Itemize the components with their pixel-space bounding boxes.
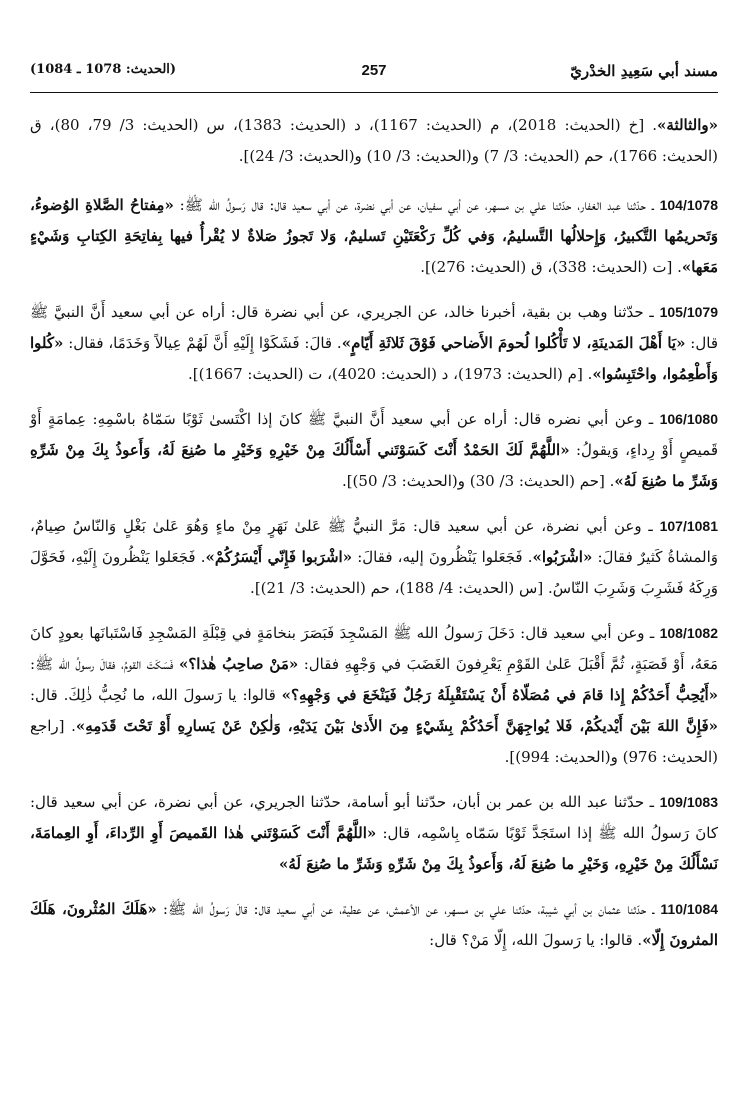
page-header	[30, 62, 718, 93]
prophetic-quote: «اشْرَبُوا»	[532, 548, 593, 566]
text-run: قالوا: يا رَسولَ الله، ما نُحِبُّ ذٰلِكَ. قال:	[30, 686, 282, 704]
prophetic-quote: «هَلَكَ المُثْرونَ، هَلَكَ المثرونَ إِلّا»	[30, 900, 718, 949]
text-run: ـ حدّثنا عبد الغفار، حدّثنا علي بن مسهر، عن أبي سفيان، عن أبي نضرة، عن أبي سعيد قال: قال رَسولُ الله ﷺ:	[173, 196, 660, 214]
prophetic-quote: «اشْرَبوا فَإِنّي أَيْسَرُكُمْ»	[205, 548, 353, 566]
hadith-1082	[30, 618, 718, 773]
hadith-1083	[30, 787, 718, 880]
prophetic-quote: «مِفتاحُ الصَّلاةِ الوُضوءُ، وَتَحريمُها التَّكبيرُ، وَإِحلالُها التَّسليمُ، وَفي كُلِّ رَكْعَتَيْنِ تَسليمٌ، وَلا تَجوزُ صَلاةٌ لا يُقْرأُ فيها بِفاتِحَةِ الكِتابِ وَشَيْءٍ مَعَها»	[30, 196, 718, 276]
prophetic-quote: «فَإِنَّ اللهَ بَيْنَ أَيْديكُمْ، فَلا يُواجِهَنَّ أَحَدُكُمْ بِشَيْءٍ مِنَ الأَذىٰ بَيْنَ يَدَيْهِ، وَلٰكِنْ عَنْ يَسارِهِ أَوْ تَحْتَ قَدَمِهِ»	[75, 717, 718, 735]
text-run: . [حم (الحديث: 3/ 30) و(الحديث: 3/ 50)].	[341, 472, 615, 490]
hadith-1079	[30, 297, 718, 390]
text-run: ـ حدّثنا عثمان بن أبي شيبة، حدّثنا علي بن مسهر، عن الأعمش، عن عطية، عن أبي سعيد قال: قالَ رَسولُ الله ﷺ:	[156, 900, 661, 918]
continuation-paragraph	[30, 110, 718, 172]
prophetic-quote: «والثالثة»	[657, 116, 719, 134]
text-run: . فَجَعَلوا يَنْظُرونَ إليه، فقالَ:	[352, 548, 533, 566]
hadith-number: 107/1081	[659, 518, 718, 534]
hadith-body	[30, 110, 718, 970]
text-run: فَسَكَتَ القومُ، فقالَ رسولُ الله ﷺ:	[30, 655, 179, 673]
hadith-number: 110/1084	[660, 901, 719, 917]
hadith-number: 109/1083	[659, 794, 718, 810]
prophetic-quote: «كُلوا وَأَطْعِمُوا، واحْتَبِسُوا»	[30, 334, 718, 383]
text-run: . [راجع (الحديث: 976) و(الحديث: 994)].	[30, 717, 718, 766]
hadith-number: 106/1080	[659, 411, 718, 427]
text-run: ـ وعن أبي سعيد قال: دَخَلَ رَسولُ الله ﷺ المَسْجِدَ فَبَصَرَ بنخامَةٍ في قِبْلَةِ المَسْجِدِ فَاسْتَبانَها بعودٍ كانَ مَعَهُ، أَوْ قَصَبَةٍ، ثُمَّ أَقْبَلَ عَلىٰ القَوْمِ يَعْرِفونَ الغَضَبَ في وَجْهِهِ فقال:	[30, 624, 718, 673]
text-run: . فَجَعَلوا يَنْظُرونَ إِلَيْهِ، فَحَوَّلَ وَرِكَهُ فَشَرِبَ وَشَرِبَ النّاسُ. [س (الحديث: 4/ 188)، حم (الحديث: 3/ 21)].	[30, 548, 718, 597]
prophetic-quote: «مَنْ صاحِبُ هٰذا؟»	[178, 655, 299, 673]
text-run: ـ حدّثنا عبد الله بن عمر بن أبان، حدّثنا أبو أسامة، حدّثنا الجريري، عن أبي نضرة، عن أبي سعيد قال: كانَ رَسولُ الله ﷺ إذا استَجَدَّ ثَوْبًا سَمّاه بِاسْمِه، قال:	[30, 793, 719, 842]
text-run: ـ حدّثنا وهب بن بقية، أخبرنا خالد، عن الجريري، عن أبي نضرة قال: أراه عن أبي سعيد أَنَّ النبيَّ ﷺ قال:	[30, 303, 718, 352]
text-run: . [م (الحديث: 1973)، د (الحديث: 4020)، ت (الحديث: 1667)].	[187, 365, 593, 383]
prophetic-quote: «اللَّهُمَّ أَنْتَ كَسَوْتَني هٰذا القَميصَ أَوِ الرِّداءَ، أَوِ العِمامَةَ، نَسْأَلُكَ مِنْ خَيْرِهِ، وَخَيْرِ ما صُنِعَ لَهُ، وَأَعوذُ بِكَ مِنْ شَرِّهِ وَشَرِّ ما صُنِعَ لَهُ»	[30, 824, 718, 873]
prophetic-quote: «اللَّهُمَّ لَكَ الحَمْدُ أَنْتَ كَسَوْتَني أَسْأَلُكَ مِنْ خَيْرِهِ وَخَيْرِ ما صُنِعَ لَهُ، وَأَعوذُ بِكَ مِنْ شَرِّهِ وَشَرِّ ما صُنِعَ لَهُ»	[30, 441, 718, 490]
hadith-number: 108/1082	[659, 625, 718, 641]
text-run: . قالوا: يا رَسولَ الله، إِلّا مَنْ؟ قال:	[429, 931, 643, 949]
running-title: مسند أبي سَعِيدِ الخدْريّ	[570, 62, 718, 80]
prophetic-quote: «أَيُحِبُّ أَحَدُكُمْ إِذا قامَ في مُصَلّاهُ أَنْ يَسْتَقْبِلَهُ رَجُلٌ فَيَنْخَعَ في وَجْهِهِ؟»	[281, 686, 719, 704]
hadith-number: 104/1078	[659, 197, 718, 213]
text-run: . [ت (الحديث: 338)، ق (الحديث: 276)].	[420, 258, 682, 276]
hadith-number: 105/1079	[659, 304, 718, 320]
page-number: 257	[361, 62, 387, 79]
hadith-1080	[30, 404, 718, 497]
hadith-1081	[30, 511, 718, 604]
hadith-range: (الحديث: 1078 ـ 1084)	[30, 62, 177, 77]
text-run: . [خ (الحديث: 2018)، م (الحديث: 1167)، د (الحديث: 1383)، س (الحديث: 3/ 79، 80)، ق (الحديث: 1766)، حم (الحديث: 3/ 7) و(الحديث: 3/ 10) و(الحديث: 3/ 24)].	[30, 116, 718, 165]
text-run: ـ وعن أبي نضرة، عن أبي سعيد قال: مَرَّ النبيُّ ﷺ عَلىٰ نَهَرٍ مِنْ ماءٍ وَهُوَ عَلىٰ بَغْلٍ وَالنّاسُ صِيامٌ، وَالمشاةُ كَثيرٌ فقالَ:	[30, 517, 718, 566]
hadith-1078	[30, 190, 718, 283]
prophetic-quote: «يَا أَهْلَ المَدينَةِ، لا تَأْكُلوا لُحومَ الأَضاحي فَوْقَ ثَلاثَةِ أَيّامٍ»	[341, 334, 686, 352]
hadith-1084	[30, 894, 718, 956]
text-run: ـ وعن أبي نضره قال: أراه عن أبي سعيد أَنَّ النبيَّ ﷺ كانَ إذا اكْتَسىٰ ثَوْبًا سَمّاهُ باسْمِهِ: عِمامَةٍ أَوْ قَميصٍ أَوْ رِداءٍ، وَيقولُ:	[30, 410, 719, 459]
text-run: . قالَ: فَشَكَوْا إِلَيْهِ أَنَّ لَهُمْ عِيالاً وَخَدَمًا، فقال:	[63, 334, 342, 352]
